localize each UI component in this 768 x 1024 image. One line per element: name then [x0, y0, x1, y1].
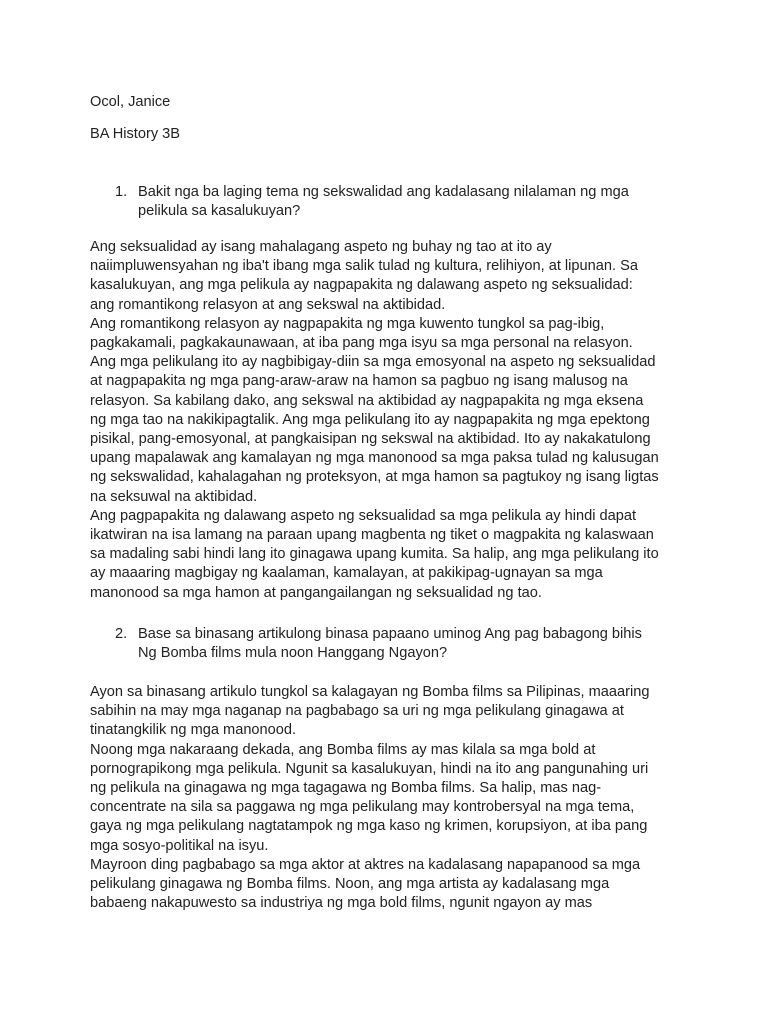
answer-line: at nagpapakita ng mga pang-araw-araw na hamon sa pagbuo ng isang malusog na — [90, 373, 628, 390]
question-line: Bakit nga ba laging tema ng sekswalidad ang kadalasang nilalaman ng mga — [138, 184, 629, 200]
answer-line: Ang pagpapakita ng dalawang aspeto ng seksualidad sa mga pelikula ay hindi dapat — [90, 507, 637, 524]
answer-line: Noong mga nakaraang dekada, ang Bomba films ay mas kilala sa mga bold at — [90, 741, 596, 758]
answer-line: Ayon sa binasang artikulo tungkol sa kalagayan ng Bomba films sa Pilipinas, maaaring — [90, 684, 650, 700]
answer-2 — [90, 683, 649, 913]
question-line: pelikula sa kasalukuyan? — [138, 203, 301, 220]
question-number: 2. — [115, 626, 128, 642]
answer-line: manonood sa mga hamon at pangangailangan ng seksualidad ng tao. — [90, 584, 542, 601]
answer-line: mga sosyo-politikal na isyu. — [90, 837, 269, 854]
question-text — [138, 625, 642, 663]
answer-line: pisikal, pang-emosyonal, at pangkaisipan ng sekswal na aktibidad. Ito ay nakakatulong — [90, 431, 651, 448]
question-number: 1. — [115, 184, 128, 200]
answer-line: ay maaaring magbigay ng kaalaman, kamalayan, at pakikipag-ugnayan sa mga — [90, 565, 603, 582]
answer-line: ng mga tao na nakikipagtalik. Ang mga pelikulang ito ay nagpapakita ng mga epektong — [90, 411, 650, 428]
answer-line: upang mapalawak ang kamalayan ng mga manonood sa mga paksa tulad ng kalusugan — [90, 450, 659, 467]
answer-line: Ang seksualidad ay isang mahalagang aspeto ng buhay ng tao at ito ay — [90, 239, 552, 255]
answer-line: ikatwiran na isa lamang na paraan upang magbenta ng tiket o magpakita ng kalaswaan — [90, 527, 654, 544]
answer-line: Ang mga pelikulang ito ay nagbibigay-diin sa mga emosyonal na aspeto ng seksualidad — [90, 354, 656, 371]
answer-line: relasyon. Sa kabilang dako, ang sekswal na aktibidad ay nagpapakita ng mga eksena — [90, 392, 644, 409]
answer-line: Ang romantikong relasyon ay nagpapakita ng mga kuwento tungkol sa pag-ibig, — [90, 315, 605, 332]
answer-1 — [90, 238, 659, 603]
course-section: BA History 3B — [90, 126, 181, 142]
answer-line: ng pelikula na ginagawa ng mga tagagawa ng Bomba films. Sa halip, mas nag- — [90, 780, 602, 797]
author-name: Ocol, Janice — [90, 94, 171, 110]
answer-line: tinatangkilik ng mga manonood. — [90, 722, 297, 739]
answer-line: concentrate na sila sa paggawa ng mga pelikulang may kontrobersyal na mga tema, — [90, 799, 635, 816]
answer-line: pelikulang ginagawa ng Bomba films. Noon, ang mga artista ay kadalasang mga — [90, 876, 610, 893]
answer-line: ang romantikong relasyon at ang sekswal na aktibidad. — [90, 296, 446, 313]
answer-line: gaya ng mga pelikulang nagtatampok ng mga kaso ng krimen, korupsiyon, at iba pang — [90, 818, 648, 835]
answer-line: na seksuwal na aktibidad. — [90, 488, 258, 505]
answer-line: pagkakamali, pagkakaunawaan, at iba pang mga isyu sa mga personal na relasyon. — [90, 335, 633, 352]
answer-line: sabihin na may mga naganap na pagbabago sa uri ng mga pelikulang ginagawa at — [90, 703, 624, 720]
answer-line: kasalukuyan, ang mga pelikula ay nagpapakita ng dalawang aspeto ng seksualidad: — [90, 277, 633, 294]
answer-line: Mayroon ding pagbabago sa mga aktor at aktres na kadalasang napapanood sa mga — [90, 856, 641, 873]
question-line: Ng Bomba films mula noon Hanggang Ngayon? — [138, 645, 448, 662]
answer-line: naiimpluwensyahan ng iba't ibang mga salik tulad ng kultura, relihiyon, at lipunan. Sa — [90, 258, 638, 275]
answer-line: pornograpikong mga pelikula. Ngunit sa kasalukuyan, hindi na ito ang pangunahing uri — [90, 760, 649, 777]
question-text — [138, 183, 629, 221]
answer-line: babaeng nakapuwesto sa industriya ng mga bold films, ngunit ngayon ay mas — [90, 895, 593, 912]
answer-line: sa madaling sabi hindi lang ito ginagawa upang kumita. Sa halip, ang mga pelikulang ito — [90, 546, 659, 563]
question-line: Base sa binasang artikulong binasa papaano uminog Ang pag babagong bihis — [138, 626, 642, 642]
answer-line: ng sekswalidad, kahalagahan ng proteksyon, at mga hamon sa pagtukoy ng isang ligtas — [90, 469, 659, 486]
